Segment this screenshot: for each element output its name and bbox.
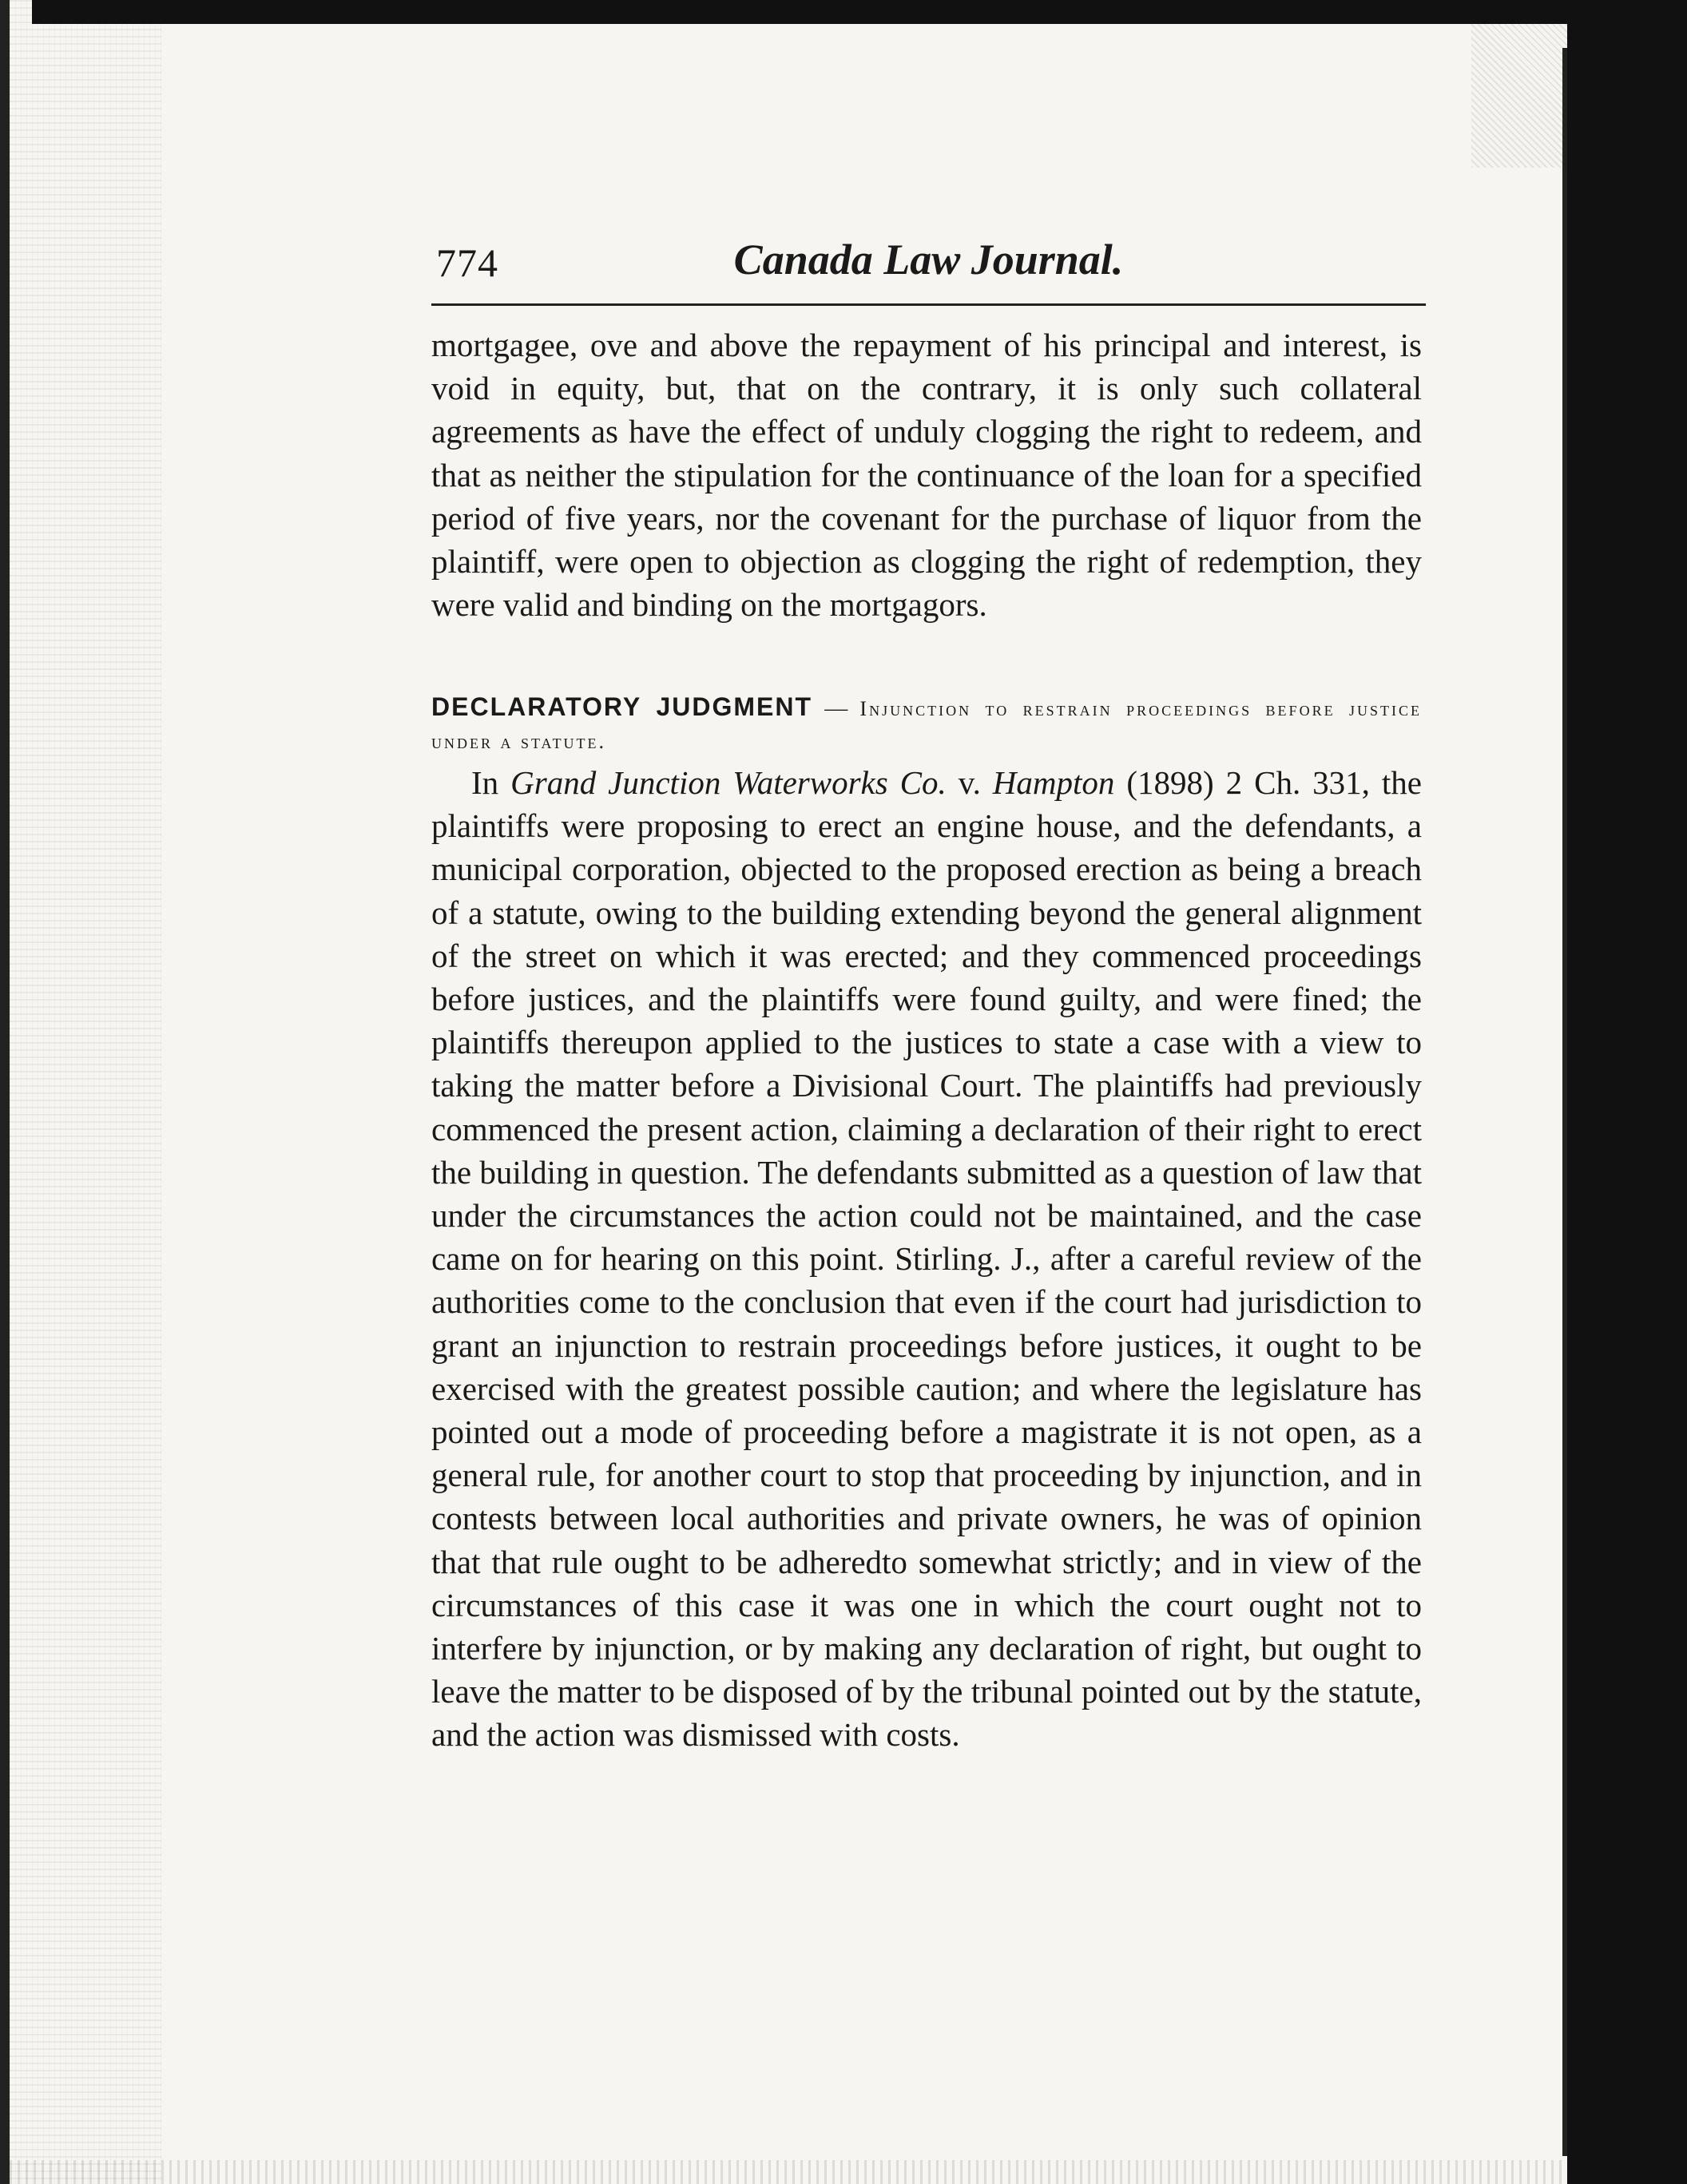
journal-title: Canada Law Journal.	[733, 236, 1124, 283]
bottom-scan-noise	[10, 2160, 1567, 2184]
right-scan-border	[1567, 0, 1687, 2184]
top-scan-border	[32, 0, 1574, 24]
left-scan-noise	[10, 0, 161, 2184]
right-page-edge	[1562, 48, 1567, 2156]
case-paragraph-lead: In	[471, 764, 511, 801]
section-heading	[431, 691, 1422, 758]
case-paragraph-body: (1898) 2 Ch. 331, the plaintiffs were proposing to erect an engine house, and the defendants, a municipal corporation, objected to the proposed erection as being a breach of a statute, owing to the building extending beyond the general alignment of the street on which it was erected; and they commenced proceedings before justices, and the plaintiffs were found guilty, and were fined; the plaintiffs thereupon applied to the justices to state a case with a view to taking the matter before a Divisional Court. The plaintiffs had previously commenced the present action, claiming a declaration of their right to erect the building in question. The defendants submitted as a question of law that under the circumstances the action could not be maintained, and the case came on for hearing on this point. Stirling. J., after a careful review of the authorities come to the conclusion that even if the court had jurisdiction to grant an injunction to restrain proceedings before justices, it ought to be exercised with the greatest possible caution; and where the legislature has pointed out a mode of proceeding before a magistrate it is not open, as a general rule, for another court to stop that proceeding by injunction, and in contests between local authorities and private owners, he was of opinion that that rule ought to be adheredto somewhat strictly; and in view of the circumstances of this case it was one in which the court ought not to interfere by injunction, or by making any declaration of right, but ought to leave the matter to be disposed of by the tribunal pointed out by the statute, and the action was dismissed with costs.	[431, 764, 1422, 1754]
paragraph-continuation: mortgagee, ove and above the repayment of his principal and interest, is void in equity, but, that on the contrary, it is only such collateral agreements as have the effect of unduly clogging the right to redeem, and that as neither the stipulation for the continuance of the loan for a specified period of five years, nor the covenant for the purchase of liquor from the plaintiff, were open to objection as clogging the right of redemption, they were valid and binding on the mortgagors.	[431, 327, 1422, 624]
case-versus: v.	[946, 764, 993, 801]
page-number: 774	[436, 240, 498, 285]
case-name: Grand Junction Waterworks Co.	[510, 764, 947, 801]
case-paragraph	[431, 761, 1422, 1757]
section-heading-title: DECLARATORY JUDGMENT	[431, 692, 813, 721]
page-header	[431, 232, 1426, 306]
corner-scan-noise	[1471, 24, 1567, 168]
section-heading-dash: —	[812, 696, 860, 721]
left-scan-border	[0, 0, 10, 2184]
section-heading-subtitle: Injunction to restrain proceedings before justice under a statute.	[431, 697, 1423, 753]
case-party: Hampton	[992, 764, 1115, 801]
